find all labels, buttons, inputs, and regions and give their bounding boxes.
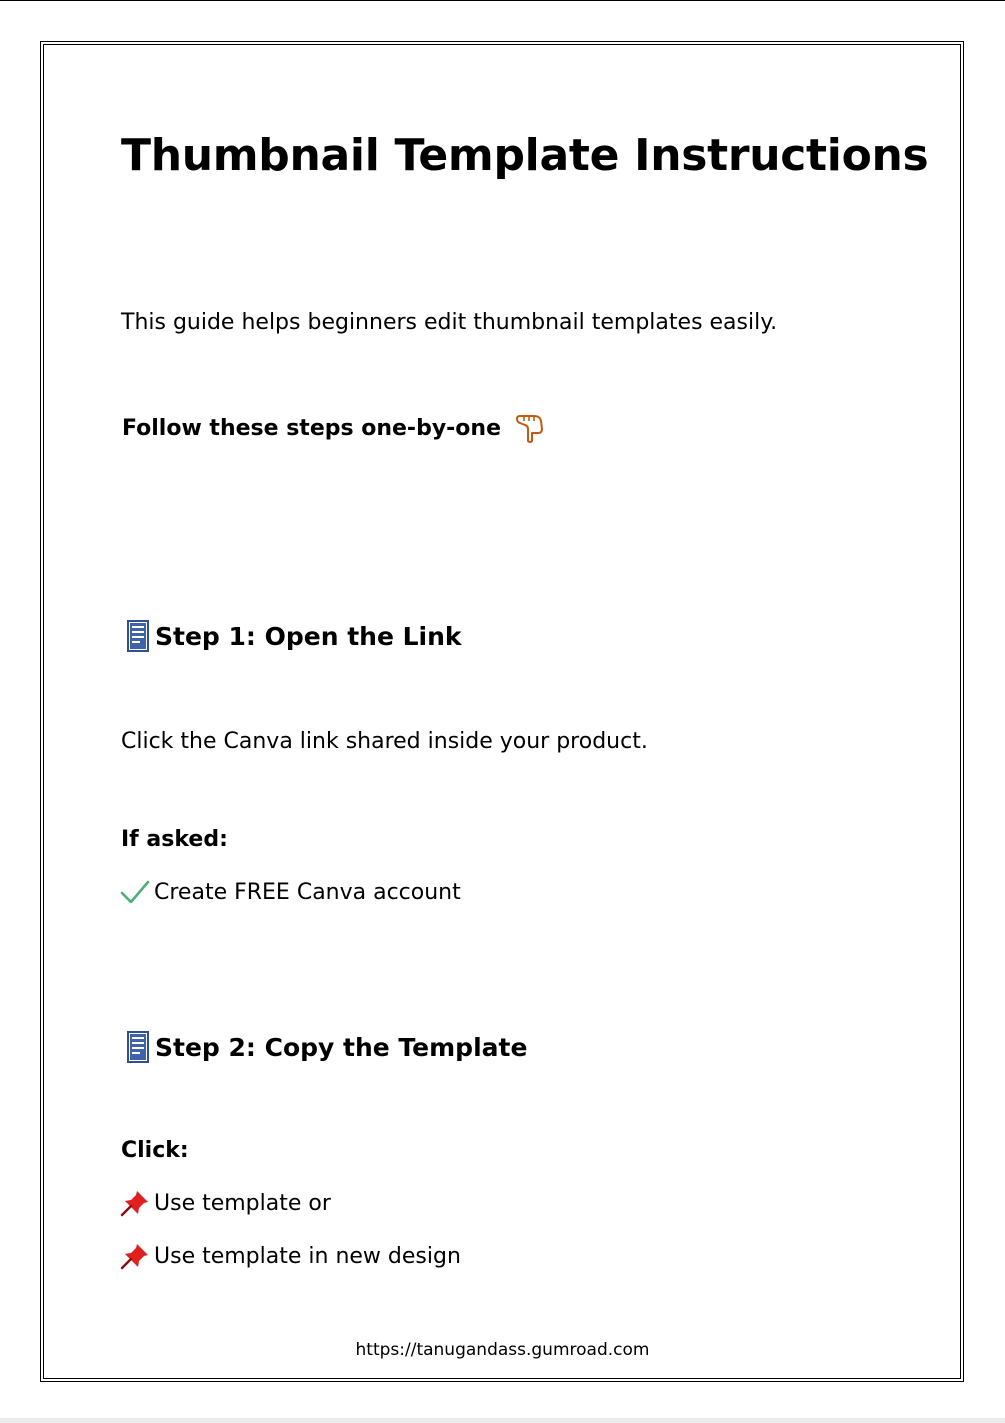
template-option-2: Use template in new design bbox=[154, 1244, 461, 1269]
page-border bbox=[40, 41, 964, 1382]
footer-url: https://tanugandass.gumroad.com bbox=[355, 1340, 650, 1360]
template-option-1: Use template or bbox=[154, 1191, 331, 1216]
top-rule bbox=[0, 0, 1005, 1]
check-item: Create FREE Canva account bbox=[154, 880, 461, 905]
pushpin-icon bbox=[120, 1242, 150, 1270]
pointing-hand-icon bbox=[514, 409, 546, 443]
pushpin-icon bbox=[120, 1189, 150, 1217]
click-label: Click: bbox=[121, 1138, 189, 1163]
check-icon bbox=[120, 879, 150, 905]
step-1-text: Click the Canva link shared inside your product. bbox=[121, 729, 648, 754]
step-1-heading: Step 1: Open the Link bbox=[155, 622, 462, 651]
step-2-heading: Step 2: Copy the Template bbox=[155, 1033, 528, 1062]
step-2-document-icon bbox=[127, 1031, 149, 1063]
intro-text: This guide helps beginners edit thumbnail templates easily. bbox=[121, 310, 778, 335]
follow-steps-heading: Follow these steps one-by-one bbox=[122, 416, 501, 441]
page-title: Thumbnail Template Instructions bbox=[121, 130, 929, 181]
step-1-document-icon bbox=[127, 620, 149, 652]
if-asked-label: If asked: bbox=[121, 827, 228, 852]
bottom-band bbox=[0, 1418, 1005, 1423]
